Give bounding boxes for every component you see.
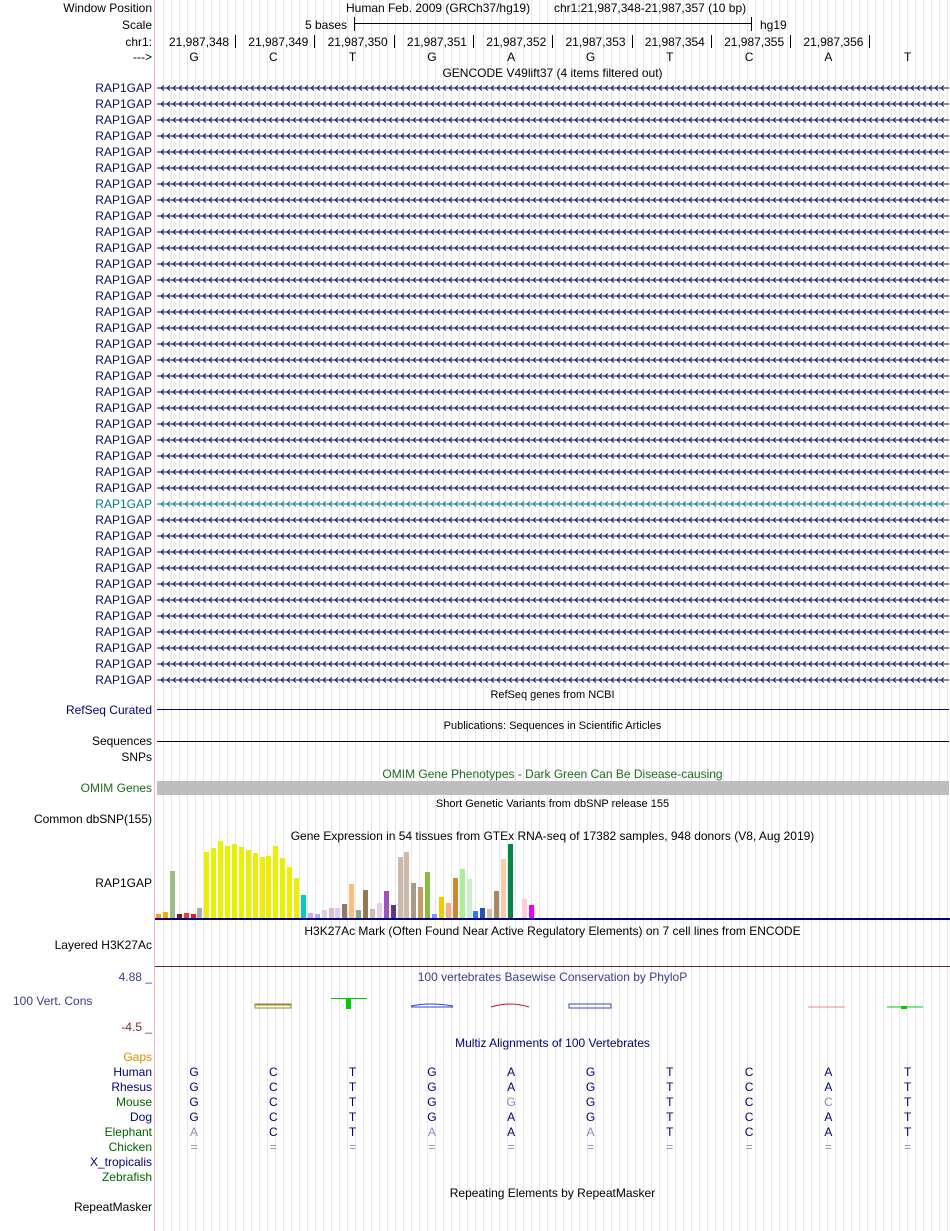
gtex-tissue-bar[interactable]: [425, 872, 430, 918]
publications-line[interactable]: [157, 741, 949, 742]
coordinate-label: 21,987,348: [169, 35, 230, 49]
coordinate-tick: [790, 35, 791, 48]
alignment-base: =: [745, 1140, 753, 1154]
publications-track-label[interactable]: Sequences: [91, 734, 152, 748]
gencode-transcript[interactable]: [157, 437, 949, 443]
gencode-transcript[interactable]: [157, 165, 949, 171]
gencode-transcript[interactable]: [157, 389, 949, 395]
alignment-base: T: [666, 1095, 674, 1109]
alignment-base: =: [190, 1140, 198, 1154]
gtex-bar-chart[interactable]: [155, 843, 555, 919]
alignment-base: C: [744, 1095, 754, 1109]
gencode-gene-label[interactable]: RAP1GAP: [95, 161, 152, 175]
alignment-base: C: [744, 1110, 754, 1124]
gencode-gene-label[interactable]: RAP1GAP: [95, 641, 152, 655]
alignment-base: =: [904, 1140, 912, 1154]
gencode-gene-label[interactable]: RAP1GAP: [95, 529, 152, 543]
gtex-tissue-bar[interactable]: [266, 856, 271, 918]
repeatmasker-track-title[interactable]: Repeating Elements by RepeatMasker: [449, 1186, 656, 1200]
alignment-base: G: [585, 1110, 596, 1124]
dbsnp-track-label[interactable]: Common dbSNP(155): [33, 812, 152, 826]
gencode-transcript[interactable]: [157, 261, 949, 267]
gencode-gene-label[interactable]: RAP1GAP: [95, 625, 152, 639]
scale-db-text: hg19: [760, 18, 787, 32]
alignment-base: G: [585, 1095, 596, 1109]
h3k27ac-line: [155, 966, 950, 967]
gtex-tissue-bar[interactable]: [494, 891, 499, 918]
alignment-base: T: [348, 1065, 357, 1079]
gtex-track-label[interactable]: RAP1GAP: [95, 876, 152, 890]
gtex-tissue-bar[interactable]: [322, 910, 327, 918]
gencode-transcript[interactable]: [157, 101, 949, 107]
alignment-base: A: [824, 1125, 833, 1139]
coordinate-label: 21,987,352: [486, 35, 547, 49]
gtex-tissue-bar[interactable]: [287, 867, 292, 918]
gtex-tissue-bar[interactable]: [391, 905, 396, 918]
phylop-mark-a: [491, 1004, 529, 1007]
gencode-transcript[interactable]: [157, 613, 949, 619]
gtex-tissue-bar[interactable]: [501, 859, 506, 918]
gencode-gene-label[interactable]: RAP1GAP: [95, 241, 152, 255]
gtex-tissue-bar[interactable]: [218, 841, 223, 918]
gencode-gene-label[interactable]: RAP1GAP: [95, 113, 152, 127]
gencode-transcript[interactable]: [157, 309, 949, 315]
scale-bar: [354, 17, 752, 31]
gtex-tissue-bar[interactable]: [329, 908, 334, 918]
gencode-gene-label[interactable]: RAP1GAP: [95, 449, 152, 463]
reference-base: C: [268, 50, 278, 64]
h3k27ac-track-title[interactable]: H3K27Ac Mark (Often Found Near Active Regulatory Elements) on 7 cell lines from ENCODE: [304, 924, 801, 938]
gencode-transcript[interactable]: [157, 565, 949, 571]
alignment-base: C: [744, 1065, 754, 1079]
gencode-transcript[interactable]: [157, 341, 949, 347]
reference-base: T: [666, 50, 674, 64]
gencode-gene-label[interactable]: RAP1GAP: [95, 177, 152, 191]
alignment-base: C: [268, 1080, 278, 1094]
gencode-gene-label[interactable]: RAP1GAP: [95, 81, 152, 95]
alignment-base: A: [507, 1125, 516, 1139]
assembly-text: Human Feb. 2009 (GRCh37/hg19): [346, 1, 531, 15]
gtex-tissue-bar[interactable]: [473, 911, 478, 918]
gtex-tissue-bar[interactable]: [404, 852, 409, 918]
alignment-base: T: [904, 1080, 912, 1094]
gtex-tissue-bar[interactable]: [342, 904, 347, 918]
species-label[interactable]: Dog: [129, 1110, 152, 1124]
alignment-base: G: [427, 1095, 437, 1109]
gencode-transcript[interactable]: [157, 469, 949, 475]
alignment-base: T: [904, 1110, 912, 1124]
alignment-base: T: [666, 1065, 674, 1079]
reference-base: G: [585, 50, 596, 64]
gtex-tissue-bar[interactable]: [280, 858, 285, 918]
alignment-base: A: [824, 1110, 833, 1124]
reference-base: A: [507, 50, 516, 64]
gtex-tissue-bar[interactable]: [522, 899, 527, 918]
omim-track-title[interactable]: OMIM Gene Phenotypes - Dark Green Can Be Disease-causing: [382, 767, 723, 781]
gencode-transcript[interactable]: [157, 373, 949, 379]
alignment-base: G: [585, 1080, 596, 1094]
gtex-tissue-bar[interactable]: [460, 869, 465, 918]
gtex-tissue-bar[interactable]: [487, 909, 492, 918]
omim-gene-bar[interactable]: [157, 781, 949, 795]
gencode-gene-label[interactable]: RAP1GAP: [95, 305, 152, 319]
alignment-base: T: [348, 1095, 357, 1109]
alignment-base: =: [666, 1140, 674, 1154]
gencode-transcript[interactable]: [157, 661, 949, 667]
gencode-transcript[interactable]: [157, 325, 949, 331]
alignment-base: C: [268, 1125, 278, 1139]
alignment-base: =: [349, 1140, 357, 1154]
gencode-transcript[interactable]: [157, 549, 949, 555]
coordinate-tick: [394, 35, 395, 48]
gtex-track-title[interactable]: Gene Expression in 54 tissues from GTEx RNA-seq of 17382 samples, 948 donors (V8, Aug 2019): [290, 829, 815, 843]
reference-base: T: [904, 50, 912, 64]
gencode-gene-label[interactable]: RAP1GAP: [95, 609, 152, 623]
gencode-transcript[interactable]: [157, 133, 949, 139]
alignment-base: G: [585, 1065, 596, 1079]
coordinate-tick: [473, 35, 474, 48]
gencode-transcript[interactable]: [157, 293, 949, 299]
alignment-base: G: [189, 1065, 199, 1079]
gtex-tissue-bar[interactable]: [411, 883, 416, 918]
coordinate-label: 21,987,355: [724, 35, 785, 49]
gencode-transcript[interactable]: [157, 581, 949, 587]
chrom-label: chr1:: [125, 35, 152, 49]
alignment-base: G: [189, 1095, 199, 1109]
gencode-transcript[interactable]: [157, 677, 949, 683]
alignment-base: T: [666, 1125, 674, 1139]
gtex-tissue-bar[interactable]: [211, 848, 216, 918]
gaps-label: Gaps: [123, 1050, 152, 1064]
gencode-gene-label[interactable]: RAP1GAP: [95, 401, 152, 415]
gencode-gene-label[interactable]: RAP1GAP: [95, 497, 152, 511]
scale-bases-text: 5 bases: [305, 18, 348, 32]
alignment-base: C: [268, 1065, 278, 1079]
gtex-tissue-bar[interactable]: [204, 852, 209, 918]
species-label[interactable]: Mouse: [115, 1095, 152, 1109]
gtex-tissue-bar[interactable]: [439, 897, 444, 918]
reference-base: G: [427, 50, 437, 64]
coordinate-label: 21,987,350: [327, 35, 388, 49]
gencode-transcript[interactable]: [157, 245, 949, 251]
phylop-mark-t-bar: [346, 998, 351, 1009]
gtex-tissue-bar[interactable]: [508, 844, 513, 918]
phylop-signal[interactable]: [155, 994, 950, 1014]
gtex-tissue-bar[interactable]: [273, 846, 278, 918]
alignment-base: T: [666, 1080, 674, 1094]
reference-base: C: [744, 50, 754, 64]
gencode-gene-label[interactable]: RAP1GAP: [95, 289, 152, 303]
alignment-base: A: [824, 1080, 833, 1094]
gencode-gene-label[interactable]: RAP1GAP: [95, 273, 152, 287]
alignment-base: T: [666, 1110, 674, 1124]
position-text[interactable]: chr1:21,987,348-21,987,357 (10 bp): [554, 1, 747, 15]
species-label[interactable]: Rhesus: [111, 1080, 152, 1094]
reference-base: T: [348, 50, 357, 64]
alignment-base: A: [507, 1080, 516, 1094]
gtex-tissue-bar[interactable]: [370, 909, 375, 918]
phylop-max-label: 4.88 _: [118, 970, 152, 984]
alignment-base: G: [427, 1080, 437, 1094]
coordinate-tick: [235, 35, 236, 48]
gtex-tissue-bar[interactable]: [246, 850, 251, 918]
gtex-tissue-bar[interactable]: [515, 910, 520, 918]
gencode-gene-label[interactable]: RAP1GAP: [95, 321, 152, 335]
refseq-gene-line[interactable]: [157, 709, 949, 710]
gtex-tissue-bar[interactable]: [335, 908, 340, 918]
gtex-tissue-bar[interactable]: [418, 887, 423, 918]
gtex-tissue-bar[interactable]: [467, 879, 472, 918]
alignment-base: T: [904, 1065, 912, 1079]
gencode-transcript[interactable]: [157, 597, 949, 603]
gtex-tissue-bar[interactable]: [356, 910, 361, 918]
alignment-base: C: [268, 1110, 278, 1124]
coordinate-tick: [314, 35, 315, 48]
gencode-gene-label[interactable]: RAP1GAP: [95, 337, 152, 351]
alignment-base: =: [824, 1140, 832, 1154]
gencode-gene-label[interactable]: RAP1GAP: [95, 433, 152, 447]
gencode-gene-label[interactable]: RAP1GAP: [95, 257, 152, 271]
gencode-transcript[interactable]: [157, 405, 949, 411]
alignment-base: G: [427, 1065, 437, 1079]
repeatmasker-track-label[interactable]: RepeatMasker: [73, 1200, 152, 1214]
gencode-gene-label[interactable]: RAP1GAP: [95, 593, 152, 607]
gtex-baseline: [155, 918, 950, 920]
species-label[interactable]: Zebrafish: [101, 1170, 152, 1184]
gencode-gene-label[interactable]: RAP1GAP: [95, 545, 152, 559]
gencode-transcript[interactable]: [157, 197, 949, 203]
coordinate-label: 21,987,354: [644, 35, 705, 49]
gencode-transcript[interactable]: [157, 517, 949, 523]
coordinate-tick: [552, 35, 553, 48]
gtex-tissue-bar[interactable]: [349, 884, 354, 918]
coordinate-label: 21,987,353: [565, 35, 626, 49]
reference-base: A: [824, 50, 833, 64]
gencode-transcript[interactable]: [157, 485, 949, 491]
gencode-gene-label[interactable]: RAP1GAP: [95, 129, 152, 143]
gtex-tissue-bar[interactable]: [301, 895, 306, 918]
coordinate-tick: [869, 35, 870, 48]
omim-track-label[interactable]: OMIM Genes: [80, 781, 152, 795]
gencode-gene-label[interactable]: RAP1GAP: [95, 657, 152, 671]
gtex-tissue-bar[interactable]: [529, 905, 534, 918]
alignment-base: T: [904, 1095, 912, 1109]
gencode-gene-label[interactable]: RAP1GAP: [95, 369, 152, 383]
gencode-gene-label[interactable]: RAP1GAP: [95, 513, 152, 527]
gtex-tissue-bar[interactable]: [197, 908, 202, 918]
gtex-tissue-bar[interactable]: [232, 844, 237, 918]
multiz-track-title[interactable]: Multiz Alignments of 100 Vertebrates: [455, 1036, 650, 1050]
refseq-track-label[interactable]: RefSeq Curated: [65, 703, 152, 717]
species-label[interactable]: X_tropicalis: [89, 1155, 152, 1169]
publications-track-title[interactable]: Publications: Sequences in Scientific Articles: [443, 720, 662, 732]
alignment-base: G: [189, 1110, 199, 1124]
gencode-transcript[interactable]: [157, 533, 949, 539]
gencode-transcript[interactable]: [157, 453, 949, 459]
coordinate-label: 21,987,356: [803, 35, 864, 49]
gencode-gene-label[interactable]: RAP1GAP: [95, 561, 152, 575]
gencode-gene-label[interactable]: RAP1GAP: [95, 353, 152, 367]
dbsnp-track-title[interactable]: Short Genetic Variants from dbSNP release 155: [435, 798, 670, 810]
coordinate-tick: [632, 35, 633, 48]
alignment-base: =: [428, 1140, 436, 1154]
gencode-transcript[interactable]: [157, 277, 949, 283]
gencode-gene-label[interactable]: RAP1GAP: [95, 225, 152, 239]
alignment-base: A: [427, 1125, 436, 1139]
gencode-gene-label[interactable]: RAP1GAP: [95, 577, 152, 591]
alignment-base: T: [348, 1125, 357, 1139]
gtex-tissue-bar[interactable]: [384, 891, 389, 918]
gtex-tissue-bar[interactable]: [363, 890, 368, 918]
gencode-transcript[interactable]: [157, 181, 949, 187]
gencode-gene-label[interactable]: RAP1GAP: [95, 465, 152, 479]
alignment-base: T: [904, 1125, 912, 1139]
alignment-base: =: [586, 1140, 594, 1154]
alignment-base: G: [427, 1110, 437, 1124]
alignment-base: A: [507, 1065, 516, 1079]
gencode-transcript[interactable]: [157, 149, 949, 155]
coordinate-label: 21,987,351: [406, 35, 467, 49]
species-label[interactable]: Human: [113, 1065, 152, 1079]
gencode-transcript[interactable]: [157, 645, 949, 651]
gencode-gene-label[interactable]: RAP1GAP: [95, 193, 152, 207]
strand-label: --->: [133, 50, 152, 64]
gencode-gene-label[interactable]: RAP1GAP: [95, 481, 152, 495]
gencode-transcript[interactable]: [157, 85, 949, 91]
gencode-gene-label[interactable]: RAP1GAP: [95, 417, 152, 431]
alignment-base: C: [744, 1125, 754, 1139]
gencode-gene-label[interactable]: RAP1GAP: [95, 97, 152, 111]
reference-base: G: [189, 50, 199, 64]
gencode-gene-label[interactable]: RAP1GAP: [95, 209, 152, 223]
alignment-base: A: [507, 1110, 516, 1124]
phylop-track-title[interactable]: 100 vertebrates Basewise Conservation by PhyloP: [417, 970, 688, 984]
alignment-base: A: [824, 1065, 833, 1079]
gencode-track-title[interactable]: GENCODE V49lift37 (4 items filtered out): [442, 66, 663, 80]
window-position-label: Window Position: [63, 1, 152, 15]
alignment-base: C: [824, 1095, 833, 1109]
alignment-base: C: [744, 1080, 754, 1094]
gencode-transcript[interactable]: [157, 357, 949, 363]
gencode-gene-label[interactable]: RAP1GAP: [95, 385, 152, 399]
gencode-transcript[interactable]: [157, 501, 949, 507]
gtex-tissue-bar[interactable]: [253, 853, 258, 918]
gtex-tissue-bar[interactable]: [398, 857, 403, 918]
phylop-mark-g2: [569, 1004, 611, 1008]
gtex-tissue-bar[interactable]: [225, 846, 230, 918]
phylop-min-label: -4.5 _: [121, 1020, 152, 1034]
gencode-transcript[interactable]: [157, 421, 949, 427]
alignment-base: G: [506, 1095, 516, 1109]
gtex-tissue-bar[interactable]: [453, 878, 458, 918]
alignment-base: T: [348, 1110, 357, 1124]
coordinate-label: 21,987,349: [248, 35, 309, 49]
phylop-track-label[interactable]: 100 Vert. Cons: [13, 994, 93, 1008]
alignment-base: G: [189, 1080, 199, 1094]
gtex-tissue-bar[interactable]: [294, 878, 299, 918]
alignment-base: A: [586, 1125, 595, 1139]
scale-label: Scale: [121, 18, 152, 32]
phylop-mark-g: [411, 1004, 453, 1006]
alignment-base: A: [189, 1125, 198, 1139]
coordinate-tick: [711, 35, 712, 48]
alignment-base: T: [348, 1080, 357, 1094]
gtex-tissue-bar[interactable]: [446, 903, 451, 918]
refseq-track-title[interactable]: RefSeq genes from NCBI: [490, 689, 615, 701]
snps-track-label[interactable]: SNPs: [121, 750, 152, 764]
species-label[interactable]: Chicken: [108, 1140, 152, 1154]
gencode-transcript[interactable]: [157, 213, 949, 219]
alignment-base: =: [269, 1140, 277, 1154]
gtex-tissue-bar[interactable]: [377, 903, 382, 918]
species-label[interactable]: Elephant: [104, 1125, 152, 1139]
gencode-transcript[interactable]: [157, 117, 949, 123]
gtex-tissue-bar[interactable]: [260, 857, 265, 918]
gencode-gene-label[interactable]: RAP1GAP: [95, 145, 152, 159]
gencode-gene-label[interactable]: RAP1GAP: [95, 673, 152, 687]
gtex-tissue-bar[interactable]: [239, 847, 244, 918]
gtex-tissue-bar[interactable]: [480, 908, 485, 918]
alignment-base: C: [268, 1095, 278, 1109]
gencode-transcript[interactable]: [157, 629, 949, 635]
gtex-tissue-bar[interactable]: [170, 871, 175, 918]
alignment-base: =: [507, 1140, 515, 1154]
h3k27ac-track-label[interactable]: Layered H3K27Ac: [54, 938, 152, 952]
gencode-transcript[interactable]: [157, 229, 949, 235]
